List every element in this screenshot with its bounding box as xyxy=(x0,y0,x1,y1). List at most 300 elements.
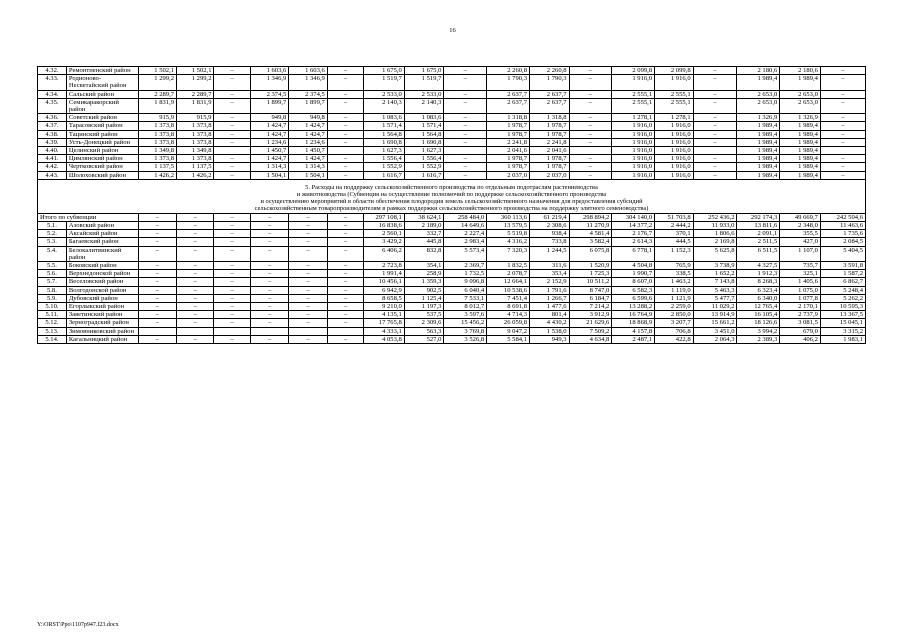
value-cell: 1 616,7 xyxy=(364,171,405,179)
table-row xyxy=(38,147,866,155)
value-cell: 2 091,1 xyxy=(737,230,780,238)
total-value: – xyxy=(138,213,177,221)
value-cell: – xyxy=(138,303,177,311)
value-cell: 1 912,3 xyxy=(737,270,780,278)
district-name: Тарасовский район xyxy=(66,122,138,130)
value-cell: 2 289,7 xyxy=(177,90,214,98)
value-cell: 2 555,1 xyxy=(612,90,655,98)
value-cell: 11 029,2 xyxy=(693,303,737,311)
value-cell: 1 916,0 xyxy=(655,163,694,171)
value-cell: 355,5 xyxy=(780,230,821,238)
total-value: – xyxy=(289,213,328,221)
value-cell: 12 765,4 xyxy=(737,303,780,311)
value-cell: 2 309,6 xyxy=(404,319,444,327)
value-cell: 1 373,8 xyxy=(177,130,214,138)
district-name: Родионово-Несветайский район xyxy=(66,75,138,90)
value-cell: 2 850,0 xyxy=(655,311,694,319)
value-cell: 311,6 xyxy=(529,262,569,270)
value-cell: 3 526,8 xyxy=(444,335,487,343)
value-cell: 6 184,7 xyxy=(569,294,612,302)
value-cell: 1 989,4 xyxy=(737,122,780,130)
row-number: 5.6. xyxy=(38,270,67,278)
value-cell: 7 533,1 xyxy=(444,294,487,302)
value-cell: 11 933,0 xyxy=(693,222,737,230)
value-cell: – xyxy=(327,114,363,122)
value-cell: 5 573,4 xyxy=(444,246,487,261)
total-value: 51 703,8 xyxy=(655,213,694,221)
district-name: Зерноградский район xyxy=(66,319,138,327)
value-cell: – xyxy=(289,278,328,286)
value-cell: – xyxy=(569,98,612,113)
value-cell: – xyxy=(250,294,289,302)
value-cell: – xyxy=(444,155,487,163)
value-cell: – xyxy=(693,114,737,122)
value-cell: 1 538,0 xyxy=(529,327,569,335)
value-cell: 1 603,6 xyxy=(250,67,289,75)
value-cell: 1 278,1 xyxy=(612,114,655,122)
value-cell: – xyxy=(138,238,177,246)
total-value: 258 484,0 xyxy=(444,213,487,221)
table-row xyxy=(38,163,866,171)
value-cell: 2 555,1 xyxy=(612,98,655,113)
value-cell: – xyxy=(250,270,289,278)
value-cell: – xyxy=(138,335,177,343)
value-cell: – xyxy=(214,230,250,238)
value-cell: 1 373,8 xyxy=(177,122,214,130)
value-cell: 1 266,7 xyxy=(529,294,569,302)
value-cell: – xyxy=(138,230,177,238)
value-cell: 1 278,1 xyxy=(655,114,694,122)
value-cell: – xyxy=(820,163,865,171)
district-name: Усть-Донецкий район xyxy=(66,138,138,146)
value-cell: 2 140,3 xyxy=(364,98,405,113)
row-number: 4.33. xyxy=(38,75,67,90)
district-name: Цимлянский район xyxy=(66,155,138,163)
value-cell: 537,5 xyxy=(404,311,444,319)
value-cell: – xyxy=(327,67,363,75)
value-cell: – xyxy=(138,294,177,302)
value-cell: – xyxy=(569,138,612,146)
value-cell: 1 989,4 xyxy=(780,122,821,130)
value-cell: 1 978,7 xyxy=(529,122,569,130)
value-cell: 1 916,0 xyxy=(655,122,694,130)
value-cell: 1 477,6 xyxy=(529,303,569,311)
total-value: 242 504,6 xyxy=(820,213,865,221)
value-cell: – xyxy=(327,130,363,138)
value-cell: 1 318,8 xyxy=(529,114,569,122)
value-cell: 1 690,8 xyxy=(364,138,405,146)
value-cell: – xyxy=(327,303,363,311)
value-cell: 801,4 xyxy=(529,311,569,319)
value-cell: 12 664,1 xyxy=(487,278,530,286)
value-cell: 1 424,7 xyxy=(289,122,328,130)
value-cell: 6 778,1 xyxy=(612,246,655,261)
value-cell: 4 053,8 xyxy=(364,335,405,343)
value-cell: – xyxy=(289,246,328,261)
value-cell: – xyxy=(820,138,865,146)
value-cell xyxy=(569,147,612,155)
value-cell: 444,5 xyxy=(655,238,694,246)
value-cell: 6 582,3 xyxy=(612,286,655,294)
value-cell: 7 320,3 xyxy=(487,246,530,261)
value-cell: – xyxy=(327,122,363,130)
value-cell: 1 502,1 xyxy=(177,67,214,75)
value-cell: 1 083,6 xyxy=(364,114,405,122)
value-cell: 1 552,9 xyxy=(404,163,444,171)
value-cell: 1 899,7 xyxy=(289,98,328,113)
value-cell: – xyxy=(444,138,487,146)
section-line-2: и животноводства (Субвенция на осуществление полномочий по поддержке сельскохозяйственного производства xyxy=(296,190,607,198)
value-cell: – xyxy=(693,171,737,179)
table-row xyxy=(38,114,866,122)
row-number: 4.43. xyxy=(38,171,67,179)
value-cell: 2 637,7 xyxy=(487,90,530,98)
value-cell: – xyxy=(289,319,328,327)
value-cell: 1 978,7 xyxy=(487,130,530,138)
value-cell: 1 520,9 xyxy=(569,262,612,270)
value-cell: 2 374,5 xyxy=(289,90,328,98)
value-cell: 3 207,7 xyxy=(655,319,694,327)
row-number: 5.1. xyxy=(38,222,67,230)
value-cell xyxy=(327,147,363,155)
value-cell: – xyxy=(289,238,328,246)
value-cell: 1 790,3 xyxy=(529,75,569,90)
value-cell: 6 599,6 xyxy=(612,294,655,302)
value-cell: 1 121,9 xyxy=(655,294,694,302)
value-cell: – xyxy=(820,98,865,113)
total-value: 298 894,2 xyxy=(569,213,612,221)
value-cell: 3 994,2 xyxy=(737,327,780,335)
value-cell: 1 916,0 xyxy=(655,147,694,155)
value-cell: 1 556,4 xyxy=(404,155,444,163)
value-cell: 1 916,0 xyxy=(655,130,694,138)
value-cell: – xyxy=(327,222,363,230)
value-cell: 325,1 xyxy=(780,270,821,278)
total-value: 360 113,6 xyxy=(487,213,530,221)
value-cell: 6 511,5 xyxy=(737,246,780,261)
value-cell: 2 533,0 xyxy=(404,90,444,98)
table-row xyxy=(38,262,866,270)
value-cell: 1 424,7 xyxy=(250,155,289,163)
value-cell: 7 143,8 xyxy=(693,278,737,286)
value-cell: 2 348,0 xyxy=(780,222,821,230)
value-cell: 2 078,7 xyxy=(487,270,530,278)
row-number: 5.11. xyxy=(38,311,67,319)
district-name: Верхнедонской район xyxy=(66,270,138,278)
value-cell: 1 373,8 xyxy=(177,138,214,146)
value-cell: – xyxy=(569,171,612,179)
value-cell: – xyxy=(327,138,363,146)
value-cell: – xyxy=(214,122,250,130)
total-value: 304 140,0 xyxy=(612,213,655,221)
value-cell: 11 270,9 xyxy=(569,222,612,230)
value-cell: – xyxy=(327,90,363,98)
value-cell: 1 326,9 xyxy=(780,114,821,122)
value-cell: 1 504,1 xyxy=(289,171,328,179)
value-cell: 445,8 xyxy=(404,238,444,246)
value-cell: – xyxy=(693,98,737,113)
value-cell: 1 627,3 xyxy=(404,147,444,155)
value-cell: – xyxy=(138,278,177,286)
value-cell: 1 450,7 xyxy=(250,147,289,155)
value-cell: – xyxy=(138,222,177,230)
district-name: Заветинский район xyxy=(66,311,138,319)
value-cell: 2 560,1 xyxy=(364,230,405,238)
value-cell: 1 989,4 xyxy=(737,130,780,138)
value-cell: 1 989,4 xyxy=(780,171,821,179)
value-cell: 354,1 xyxy=(404,262,444,270)
value-cell: 6 862,7 xyxy=(820,278,865,286)
value-cell: – xyxy=(250,286,289,294)
value-cell: 2 487,1 xyxy=(612,335,655,343)
value-cell: 7 451,4 xyxy=(487,294,530,302)
value-cell: 2 444,2 xyxy=(655,222,694,230)
value-cell: – xyxy=(820,171,865,179)
value-cell: – xyxy=(820,114,865,122)
value-cell: 1 502,1 xyxy=(138,67,177,75)
value-cell: 1 989,4 xyxy=(780,155,821,163)
value-cell: 13 811,6 xyxy=(737,222,780,230)
value-cell: 13 367,5 xyxy=(820,311,865,319)
value-cell: 2 064,3 xyxy=(693,335,737,343)
value-cell: 18 126,6 xyxy=(737,319,780,327)
district-name: Егорлыкский район xyxy=(66,303,138,311)
row-number: 5.4. xyxy=(38,246,67,261)
value-cell: 4 327,5 xyxy=(737,262,780,270)
total-value: 61 219,4 xyxy=(529,213,569,221)
value-cell: 832,8 xyxy=(404,246,444,261)
value-cell: – xyxy=(138,286,177,294)
value-cell: 2 555,1 xyxy=(655,90,694,98)
value-cell: – xyxy=(327,311,363,319)
value-cell: – xyxy=(289,294,328,302)
value-cell: 2 041,6 xyxy=(529,147,569,155)
value-cell: 6 075,8 xyxy=(569,246,612,261)
value-cell: – xyxy=(214,163,250,171)
row-number: 4.35. xyxy=(38,98,67,113)
value-cell: 1 299,2 xyxy=(177,75,214,90)
value-cell: – xyxy=(327,335,363,343)
value-cell: 949,8 xyxy=(250,114,289,122)
value-cell: – xyxy=(693,122,737,130)
value-cell: 1 571,4 xyxy=(364,122,405,130)
value-cell: – xyxy=(569,75,612,90)
value-cell: – xyxy=(138,262,177,270)
value-cell: – xyxy=(327,246,363,261)
value-cell: 1 916,0 xyxy=(655,155,694,163)
table-row xyxy=(38,122,866,130)
value-cell: 7 509,2 xyxy=(569,327,612,335)
row-number: 5.9. xyxy=(38,294,67,302)
district-name: Белокалитвинский район xyxy=(66,246,138,261)
value-cell: 1 373,8 xyxy=(177,155,214,163)
value-cell: 13 579,5 xyxy=(487,222,530,230)
value-cell: – xyxy=(214,75,250,90)
value-cell: 1 916,0 xyxy=(612,130,655,138)
table-row xyxy=(38,327,866,335)
district-name: Целинский район xyxy=(66,147,138,155)
value-cell: 2 189,0 xyxy=(404,222,444,230)
value-cell: 5 584,1 xyxy=(487,335,530,343)
value-cell: – xyxy=(177,319,214,327)
value-cell: – xyxy=(820,67,865,75)
row-number: 5.8. xyxy=(38,286,67,294)
value-cell: – xyxy=(820,122,865,130)
value-cell: – xyxy=(214,98,250,113)
value-cell: 1 725,3 xyxy=(569,270,612,278)
value-cell: 1 107,0 xyxy=(780,246,821,261)
value-cell: 6 942,9 xyxy=(364,286,405,294)
value-cell: 5 477,7 xyxy=(693,294,737,302)
value-cell: – xyxy=(693,90,737,98)
value-cell: 9 047,2 xyxy=(487,327,530,335)
row-number: 4.37. xyxy=(38,122,67,130)
value-cell: – xyxy=(250,238,289,246)
value-cell: 2 099,8 xyxy=(655,67,694,75)
value-cell: 5 262,2 xyxy=(820,294,865,302)
value-cell xyxy=(444,147,487,155)
value-cell xyxy=(177,327,214,335)
value-cell: – xyxy=(569,130,612,138)
value-cell: 2 389,3 xyxy=(737,335,780,343)
value-cell: 1 831,9 xyxy=(177,98,214,113)
value-cell: – xyxy=(327,75,363,90)
value-cell: 1 405,6 xyxy=(780,278,821,286)
value-cell: 1 916,0 xyxy=(612,147,655,155)
value-cell: – xyxy=(214,130,250,138)
value-cell: 15 045,1 xyxy=(820,319,865,327)
value-cell: 9 096,8 xyxy=(444,278,487,286)
value-cell: 1 989,4 xyxy=(737,147,780,155)
value-cell: 3 429,2 xyxy=(364,238,405,246)
value-cell: – xyxy=(444,90,487,98)
value-cell: – xyxy=(214,294,250,302)
value-cell: – xyxy=(693,163,737,171)
value-cell: – xyxy=(138,319,177,327)
value-cell: – xyxy=(444,122,487,130)
value-cell: 1 675,0 xyxy=(364,67,405,75)
value-cell xyxy=(214,147,250,155)
value-cell: 2 176,7 xyxy=(612,230,655,238)
value-cell xyxy=(820,147,865,155)
value-cell: – xyxy=(327,319,363,327)
value-cell: 1 075,0 xyxy=(780,286,821,294)
value-cell: – xyxy=(289,335,328,343)
value-cell: 18 868,9 xyxy=(612,319,655,327)
value-cell: 563,3 xyxy=(404,327,444,335)
value-cell: 765,9 xyxy=(655,262,694,270)
value-cell: – xyxy=(138,270,177,278)
row-number: 5.14. xyxy=(38,335,67,343)
table-row xyxy=(38,130,866,138)
row-number: 4.38. xyxy=(38,130,67,138)
value-cell: 5 248,4 xyxy=(820,286,865,294)
value-cell: 1 916,0 xyxy=(655,171,694,179)
value-cell: – xyxy=(569,114,612,122)
value-cell: 13 914,9 xyxy=(693,311,737,319)
value-cell: 1 978,7 xyxy=(487,122,530,130)
row-number: 5.12. xyxy=(38,319,67,327)
value-cell: 1 690,8 xyxy=(404,138,444,146)
total-value: 252 436,2 xyxy=(693,213,737,221)
value-cell: 2 227,4 xyxy=(444,230,487,238)
value-cell: 353,4 xyxy=(529,270,569,278)
value-cell: 9 210,0 xyxy=(364,303,405,311)
value-cell: 8 607,0 xyxy=(612,278,655,286)
value-cell: 1 564,8 xyxy=(364,130,405,138)
value-cell: 679,0 xyxy=(780,327,821,335)
value-cell: 1 552,9 xyxy=(364,163,405,171)
value-cell: – xyxy=(444,98,487,113)
value-cell: 2 308,6 xyxy=(529,222,569,230)
table-row xyxy=(38,335,866,343)
value-cell: 11 463,6 xyxy=(820,222,865,230)
value-cell: – xyxy=(177,311,214,319)
value-cell: – xyxy=(327,98,363,113)
value-cell: 1 991,4 xyxy=(364,270,405,278)
value-cell: 949,3 xyxy=(529,335,569,343)
total-value: – xyxy=(177,213,214,221)
value-cell: – xyxy=(444,171,487,179)
value-cell: 14 649,6 xyxy=(444,222,487,230)
value-cell: – xyxy=(214,155,250,163)
value-cell: 3 451,0 xyxy=(693,327,737,335)
value-cell: 2 037,0 xyxy=(529,171,569,179)
value-cell: – xyxy=(250,335,289,343)
section-line-1: 5. Расходы на поддержку сельскохозяйственного производства по отдельным подотраслям растениеводства xyxy=(305,183,598,191)
value-cell: 1 424,7 xyxy=(289,155,328,163)
value-cell: 1 806,6 xyxy=(693,230,737,238)
value-cell: 2 241,8 xyxy=(529,138,569,146)
value-cell: 1 587,2 xyxy=(820,270,865,278)
table-row xyxy=(38,278,866,286)
value-cell: 1 627,3 xyxy=(364,147,405,155)
value-cell xyxy=(289,327,328,335)
value-cell: 3 769,8 xyxy=(444,327,487,335)
row-number: 4.36. xyxy=(38,114,67,122)
district-name: Семикаракорский район xyxy=(66,98,138,113)
row-number: 4.32. xyxy=(38,67,67,75)
value-cell: 2 653,0 xyxy=(780,98,821,113)
value-cell: 1 978,7 xyxy=(487,163,530,171)
value-cell: 2 369,7 xyxy=(444,262,487,270)
value-cell: – xyxy=(289,262,328,270)
value-cell: – xyxy=(214,278,250,286)
value-cell: – xyxy=(214,262,250,270)
value-cell: – xyxy=(214,319,250,327)
section-heading xyxy=(38,179,866,213)
value-cell: 1 346,9 xyxy=(289,75,328,90)
value-cell: 2 374,5 xyxy=(250,90,289,98)
section-header-row xyxy=(38,179,866,213)
value-cell: 6 340,0 xyxy=(737,294,780,302)
value-cell: 1 424,7 xyxy=(250,122,289,130)
value-cell: – xyxy=(177,238,214,246)
value-cell: 2 723,8 xyxy=(364,262,405,270)
value-cell: 1 077,8 xyxy=(780,294,821,302)
value-cell xyxy=(214,327,250,335)
value-cell: 1 519,7 xyxy=(404,75,444,90)
value-cell: 1 978,7 xyxy=(529,155,569,163)
value-cell: 4 157,8 xyxy=(612,327,655,335)
district-name: Ремонтненский район xyxy=(66,67,138,75)
table-row xyxy=(38,230,866,238)
value-cell: 1 989,4 xyxy=(780,163,821,171)
district-name: Веселовский район xyxy=(66,278,138,286)
value-cell: 1 426,2 xyxy=(138,171,177,179)
value-cell: 3 591,8 xyxy=(820,262,865,270)
value-cell: – xyxy=(820,90,865,98)
